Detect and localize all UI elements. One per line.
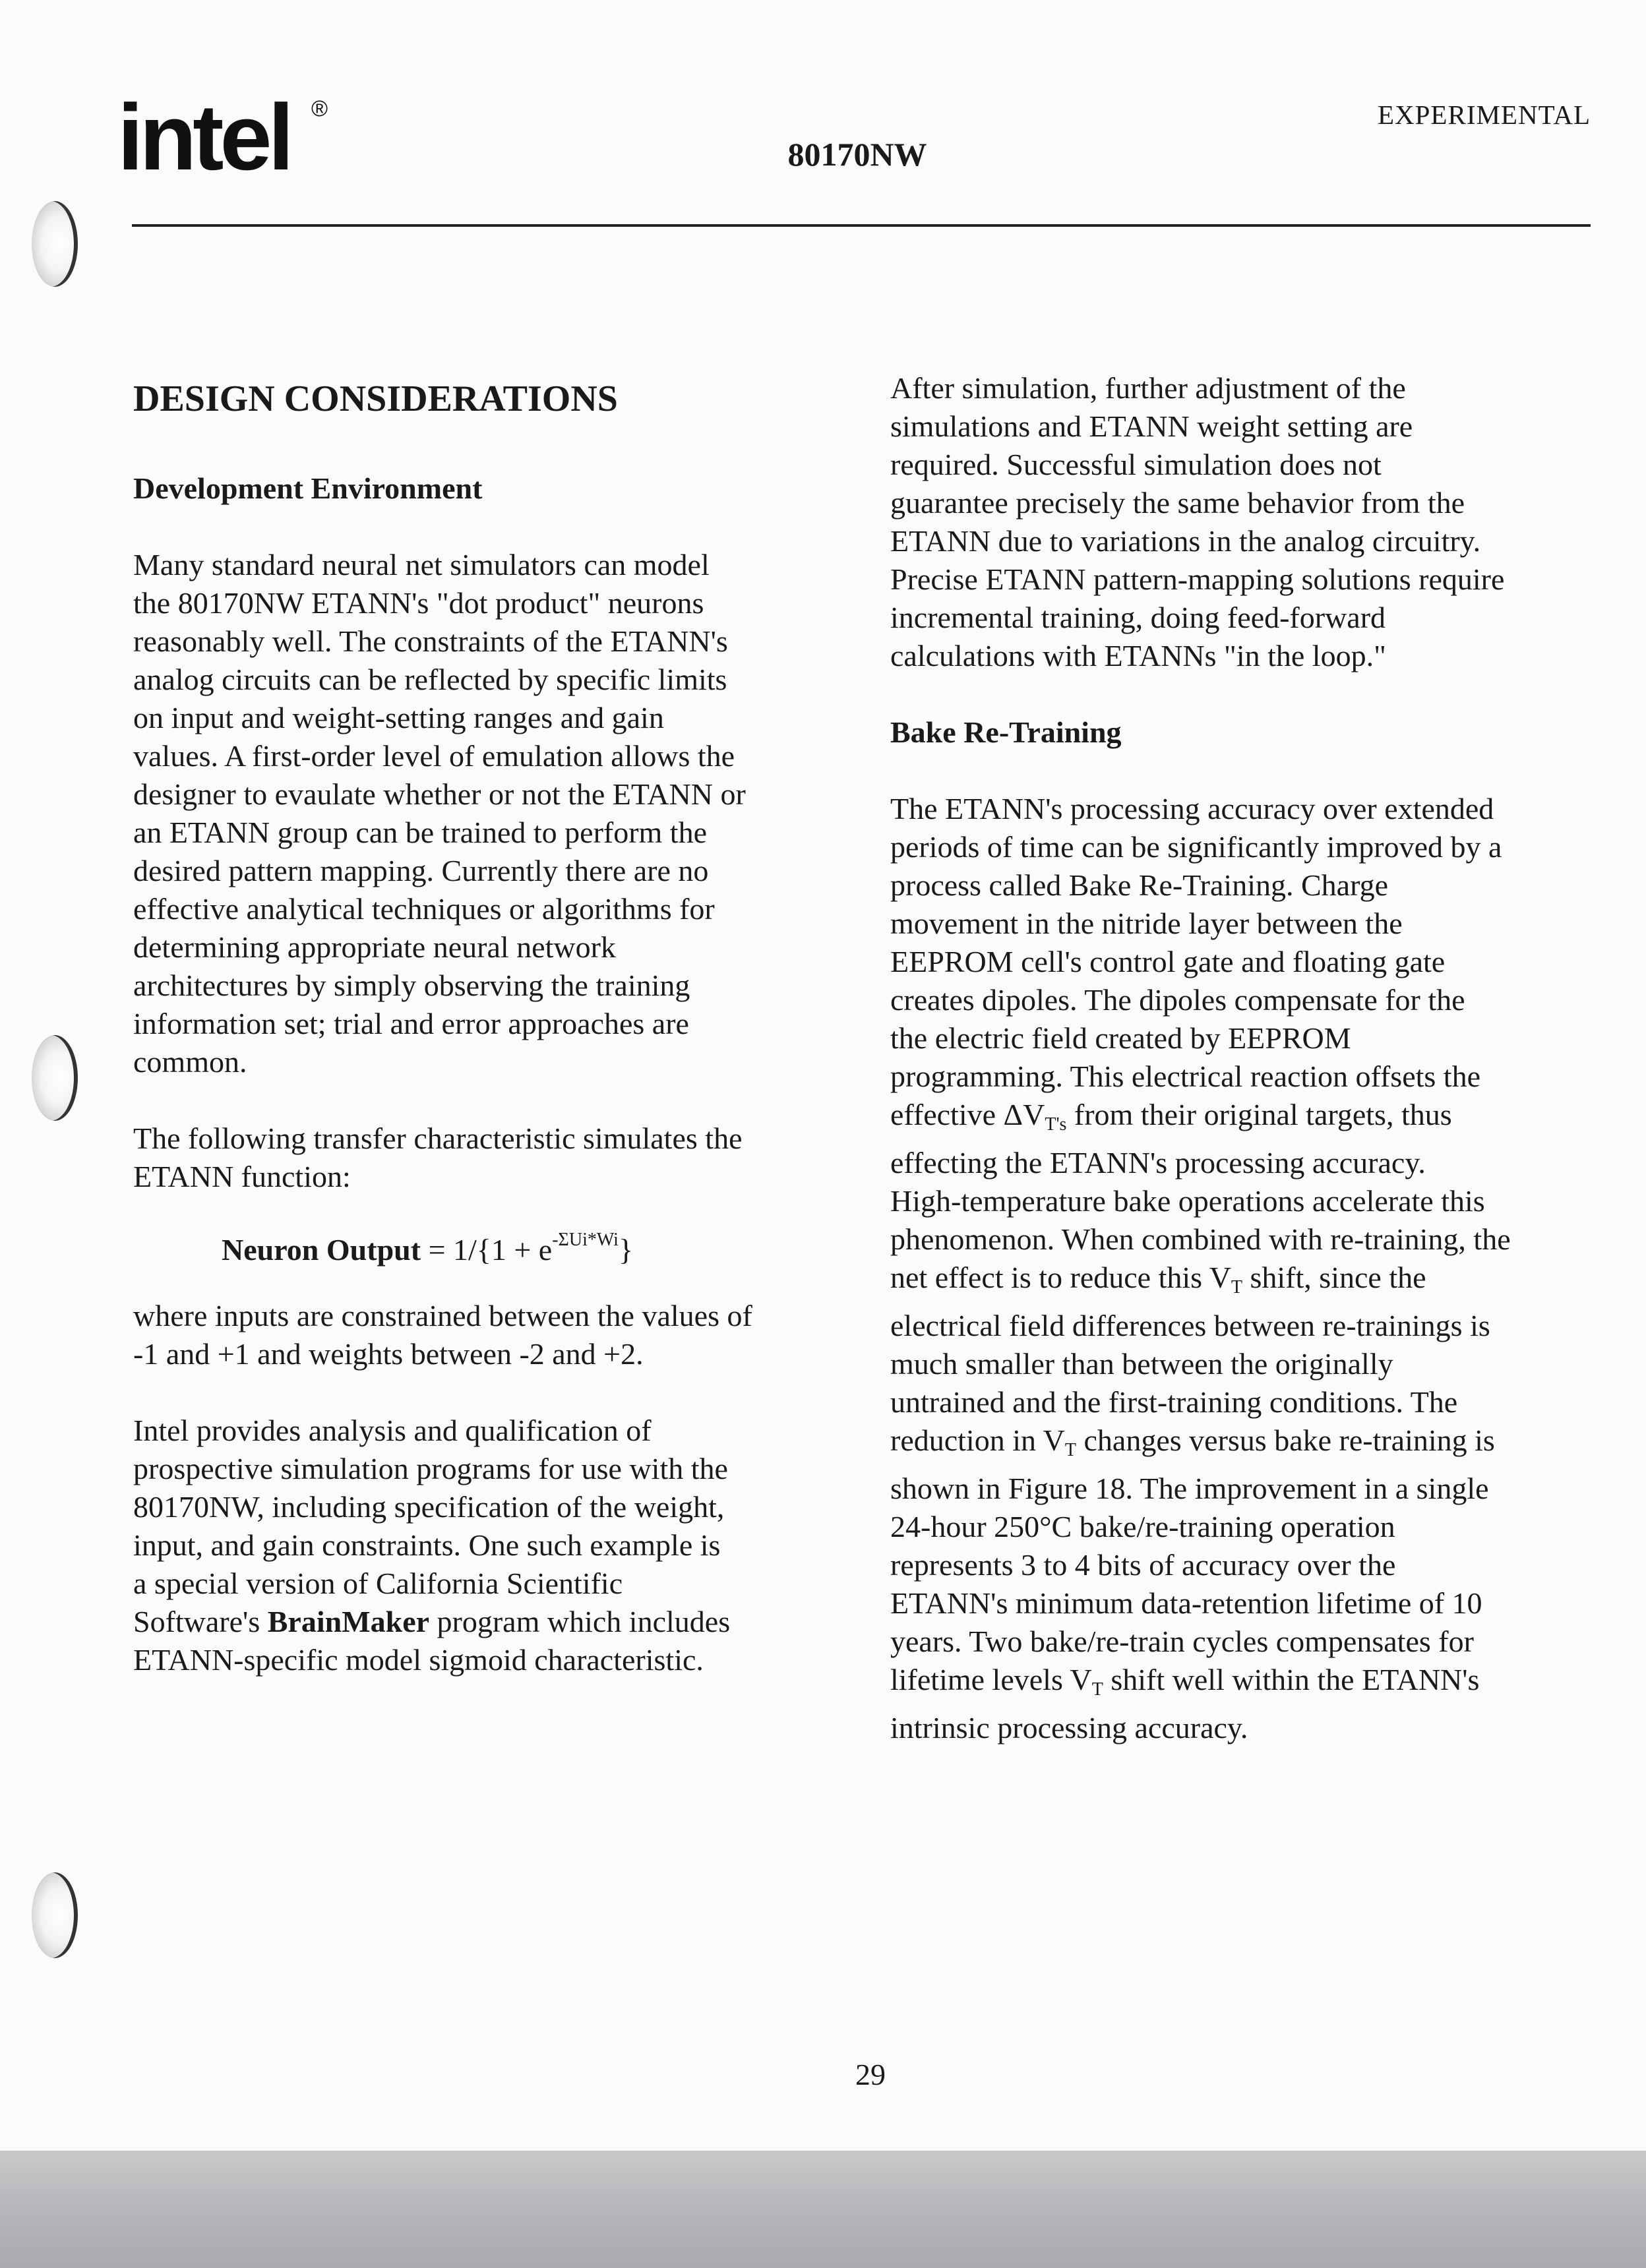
para4-text-b: program which includes ETANN-specific model sigmoid characteristic. (133, 1605, 731, 1677)
header-rule (132, 224, 1591, 227)
bake-text-e: shift well within the ETANN's intrinsic processing accuracy. (890, 1663, 1480, 1745)
brainmaker-name: BrainMaker (267, 1605, 430, 1638)
binder-hole-top (32, 201, 78, 287)
bake-subscript-4: T (1091, 1679, 1103, 1700)
binder-hole-middle (32, 1035, 78, 1121)
bake-text-b: from their original targets, thus effecting the ETANN's processing accuracy. High-temperature bake operations accelerate this phenomenon. When combined with re-training, the net effect is to reduce this V (890, 1098, 1511, 1294)
experimental-tag: EXPERIMENTAL (1377, 100, 1591, 130)
scan-bottom-strip (0, 2151, 1646, 2268)
registered-mark: ® (311, 96, 328, 121)
section-title: DESIGN CONSIDERATIONS (133, 378, 618, 419)
part-number: 80170NW (787, 136, 927, 173)
bake-subscript-1: T's (1045, 1114, 1067, 1135)
right-column (890, 369, 1589, 1747)
bake-text-d: changes versus bake re-training is shown in Figure 18. The improvement in a single 24-hour 250°C bake/re-training operation represents 3 to 4 bits of accuracy over the ETANN's minimum data-retention lifetime of 10 years. Two bake/re-train cycles compensates for lifetime levels V (890, 1423, 1495, 1696)
paragraph-intel-analysis (133, 1412, 845, 1679)
subheading-bake-retraining: Bake Re-Training (890, 715, 1122, 749)
paragraph-after-simulation: After simulation, further adjustment of the simulations and ETANN weight setting are required. Successful simulation does not guarantee precisely the same behavior from the ETANN due to variations in the analog circuitry. Precise ETANN pattern-mapping solutions require incremental training, doing feed-forward calculations with ETANNs "in the loop." (890, 371, 1505, 672)
para4-text-a: Intel provides analysis and qualification of prospective simulation programs for use with the 80170NW, including specification of the weight, input, and gain constraints. One such example is a special version of California Scientific Software's (133, 1414, 728, 1638)
paragraph-constraints: where inputs are constrained between the values of -1 and +1 and weights between -2 and +2. (133, 1299, 752, 1371)
page-number: 29 (855, 2058, 886, 2091)
formula-exponent: -ΣUi*Wi (552, 1230, 619, 1250)
paragraph-bake-retraining (890, 790, 1589, 1747)
bake-text-a: The ETANN's processing accuracy over extended periods of time can be significantly improved by a process called Bake Re-Training. Charge movement in the nitride layer between the EEPROM cell's control gate and floating gate creates dipoles. The dipoles compensate for the the electric field created by EEPROM programming. This electrical reaction offsets the effective ΔV (890, 792, 1502, 1131)
paragraph-simulators: Many standard neural net simulators can model the 80170NW ETANN's "dot product" neurons reasonably well. The constraints of the ETANN's analog circuits can be reflected by specific limits on input and weight-setting ranges and gain values. A first-order level of emulation allows the designer to evaulate whether or not the ETANN or an ETANN group can be trained to perform the desired pattern mapping. Currently there are no effective analytical techniques or algorithms for determining appropriate neural network architectures by simply observing the training information set; trial and error approaches are common. (133, 548, 746, 1079)
binder-hole-bottom (32, 1872, 78, 1958)
bake-subscript-2: T (1231, 1277, 1243, 1298)
bake-subscript-3: T (1064, 1440, 1076, 1460)
formula-label: Neuron Output (222, 1233, 421, 1267)
neuron-output-formula (222, 1221, 845, 1269)
formula-body: = 1/{1 + e (421, 1233, 553, 1267)
paragraph-transfer-characteristic: The following transfer characteristic simulates the ETANN function: (133, 1121, 743, 1193)
intel-logo: intel (117, 85, 290, 190)
bake-text-c: shift, since the electrical field differences between re-trainings is much smaller than between the originally untrained and the first-training conditions. The reduction in V (890, 1261, 1490, 1457)
formula-close: } (618, 1233, 634, 1267)
subheading-development-environment: Development Environment (133, 471, 483, 505)
left-column (133, 369, 845, 1679)
